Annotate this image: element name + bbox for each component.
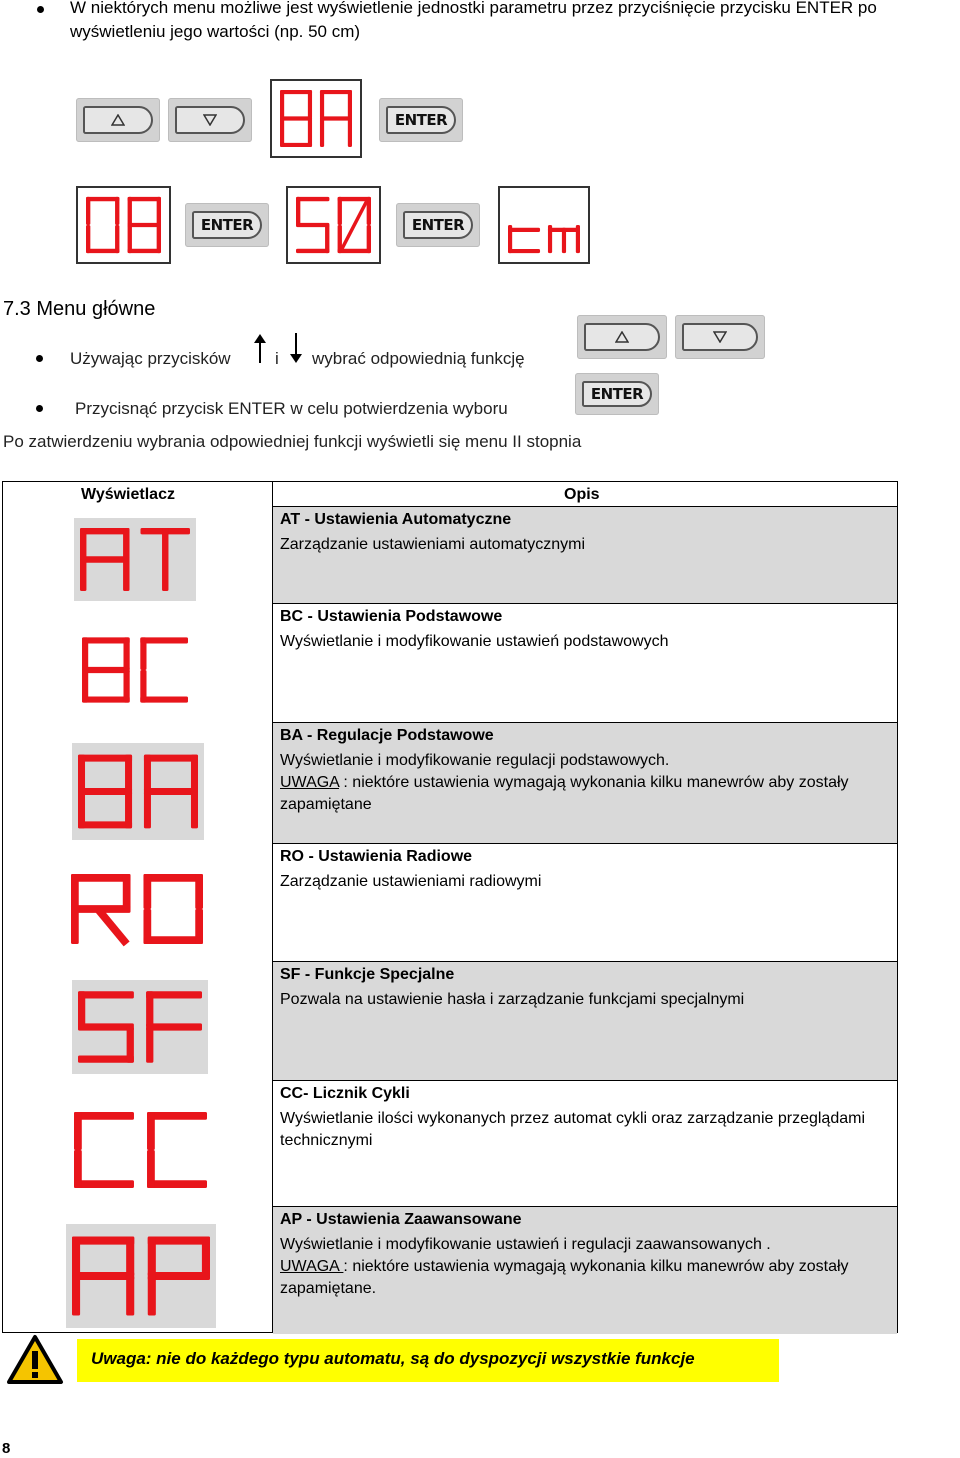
row-description <box>280 534 885 556</box>
column-header-description: Opis <box>564 486 600 503</box>
warning-text: Uwaga: nie do każdego typu automatu, są do dyspozycji wszystkie funkcje <box>91 1349 695 1368</box>
led-display-ro <box>65 863 209 955</box>
table-row <box>273 506 897 604</box>
led-display-sf <box>72 980 208 1074</box>
bullet1-text-mid: i <box>275 349 279 368</box>
enter-key[interactable] <box>575 373 659 415</box>
row-description-text: Pozwala na ustawienie hasła i zarządzanie funkcjami specjalnymi <box>280 991 745 1008</box>
led-glyphs <box>66 1224 216 1328</box>
led-glyphs <box>78 188 169 262</box>
intro-line-2: wyświetleniu jego wartości (np. 50 cm) <box>70 22 361 41</box>
led-display-ap <box>66 1224 216 1328</box>
enter-key[interactable] <box>396 203 480 247</box>
table-row <box>273 1206 897 1334</box>
led-glyphs <box>272 81 360 156</box>
row-title: RO - Ustawienia Radiowe <box>280 848 473 865</box>
arrow-up-icon <box>253 334 267 364</box>
row-title: SF - Funkcje Specjalne <box>280 966 455 983</box>
enter-key[interactable] <box>379 98 463 142</box>
table-row <box>273 843 897 962</box>
row-description-text: Wyświetlanie ilości wykonanych przez automat cykli oraz zarządzanie przeglądami technicznymi <box>280 1110 865 1149</box>
led-glyphs <box>288 188 379 262</box>
enter-key-label: ENTER <box>411 216 465 234</box>
warning-note: : niektóre ustawienia wymagają wykonania kilku manewrów aby zostały zapamiętane. <box>280 1258 849 1297</box>
warning-label: UWAGA <box>280 774 339 791</box>
down-key[interactable] <box>168 98 252 142</box>
triangle-down-icon <box>203 114 217 126</box>
table-row <box>273 722 897 844</box>
bullet-dot <box>36 355 43 362</box>
up-key[interactable] <box>577 315 667 359</box>
arrow-down-icon <box>289 333 303 363</box>
row-title: AP - Ustawienia Zaawansowane <box>280 1211 522 1228</box>
warning-label: UWAGA <box>280 1258 344 1275</box>
table-row <box>273 603 897 723</box>
down-key[interactable] <box>675 315 765 359</box>
led-display-example <box>270 79 362 158</box>
led-display-bc <box>76 627 194 713</box>
row-description <box>280 989 885 1011</box>
enter-key-label: ENTER <box>590 385 644 403</box>
enter-key-label: ENTER <box>200 216 254 234</box>
row-title: CC- Licznik Cykli <box>280 1085 410 1102</box>
row-description <box>280 631 885 653</box>
row-description-text: Wyświetlanie i modyfikowanie ustawień i regulacji zaawansowanych . <box>280 1236 771 1253</box>
row-title: BA - Regulacje Podstawowe <box>280 727 494 744</box>
triangle-up-icon <box>615 331 629 343</box>
row-description-text: Wyświetlanie i modyfikowanie ustawień podstawowych <box>280 633 669 650</box>
page-number: 8 <box>2 1440 11 1457</box>
row-title: AT - Ustawienia Automatyczne <box>280 511 512 528</box>
led-glyphs <box>65 863 209 955</box>
led-display-example <box>498 186 590 264</box>
row-description <box>280 750 885 816</box>
enter-key-label: ENTER <box>394 111 448 129</box>
triangle-down-icon <box>713 331 727 343</box>
intro-line-1: W niektórych menu możliwe jest wyświetlenie jednostki parametru przez przyciśnięcie przycisku ENTER po <box>70 0 877 17</box>
up-key[interactable] <box>76 98 160 142</box>
enter-key[interactable] <box>185 203 269 247</box>
led-display-example <box>76 186 171 264</box>
section-heading: 7.3 Menu główne <box>3 298 156 320</box>
row-description <box>280 1234 885 1300</box>
led-display-at <box>74 518 196 601</box>
row-title: BC - Ustawienia Podstawowe <box>280 608 503 625</box>
row-description-text: Zarządzanie ustawieniami automatycznymi <box>280 536 586 553</box>
bullet2-text: Przycisnąć przycisk ENTER w celu potwierdzenia wyboru <box>75 399 508 418</box>
bullet1-text-start: Używając przycisków <box>70 349 231 368</box>
row-description <box>280 1108 885 1152</box>
led-glyphs <box>72 980 208 1074</box>
led-glyphs <box>72 743 204 840</box>
warning-note: : niektóre ustawienia wymagają wykonania kilku manewrów aby zostały zapamiętane <box>280 774 849 813</box>
row-description-text: Zarządzanie ustawieniami radiowymi <box>280 873 542 890</box>
led-glyphs <box>76 627 194 713</box>
bullet1-text-end: wybrać odpowiednią funkcję <box>312 349 525 368</box>
table-row <box>273 1080 897 1207</box>
warning-banner <box>77 1339 779 1382</box>
triangle-up-icon <box>111 114 125 126</box>
row-description <box>280 871 885 893</box>
led-glyphs <box>68 1100 213 1200</box>
row-description-text: Wyświetlanie i modyfikowanie regulacji podstawowych. <box>280 752 670 769</box>
warning-triangle-icon <box>6 1334 64 1386</box>
led-glyphs <box>74 518 196 601</box>
column-header-display: Wyświetlacz <box>81 486 175 503</box>
led-display-ba <box>72 743 204 840</box>
led-glyphs <box>500 188 588 262</box>
table-row <box>273 961 897 1081</box>
bullet-dot <box>37 6 44 13</box>
led-display-example <box>286 186 381 264</box>
section-note: Po zatwierdzeniu wybrania odpowiedniej funkcji wyświetli się menu II stopnia <box>3 432 582 451</box>
led-display-cc <box>68 1100 213 1200</box>
bullet-dot <box>36 405 43 412</box>
